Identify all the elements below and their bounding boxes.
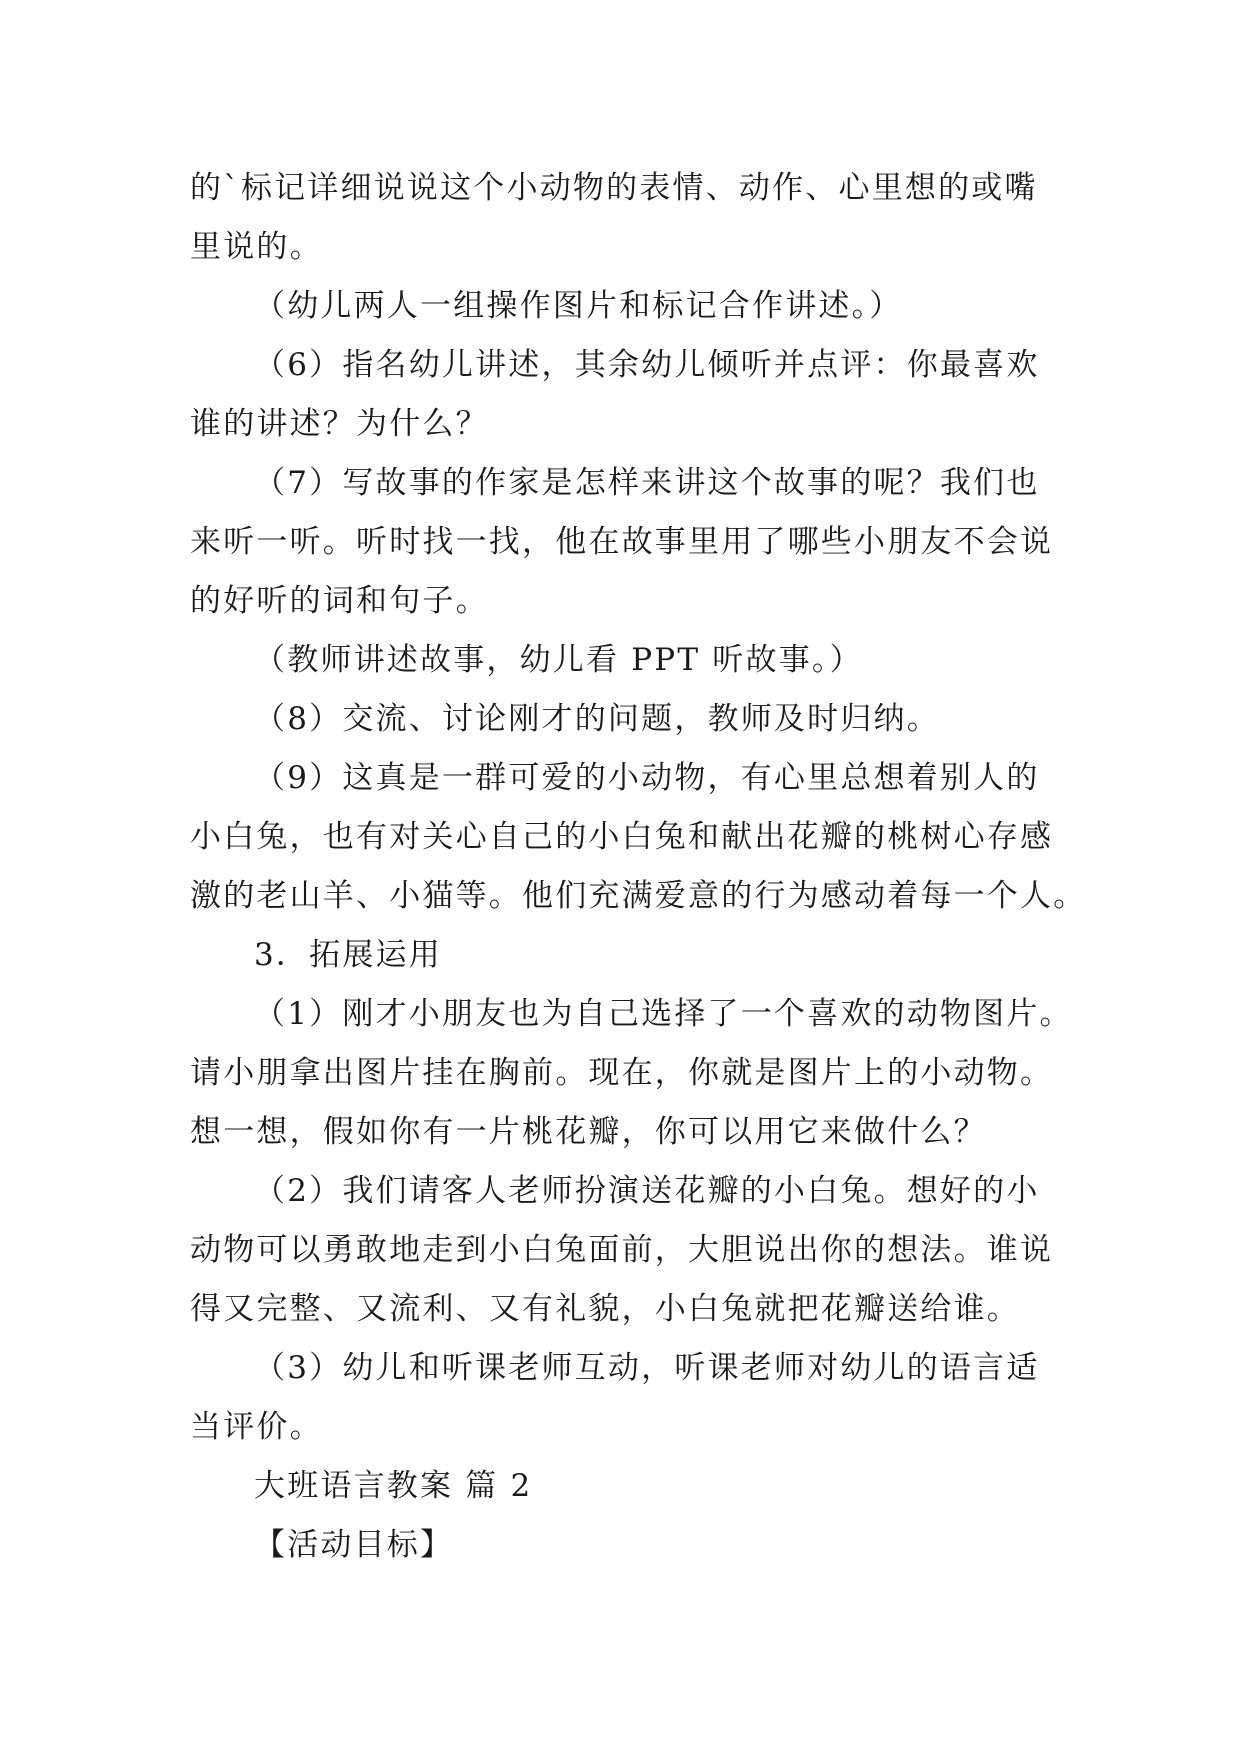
paragraph-line: 请小朋拿出图片挂在胸前。现在，你就是图片上的小动物。: [190, 1055, 1054, 1091]
paragraph-line: 小白兔，也有对关心自己的小白兔和献出花瓣的桃树心存感: [190, 819, 1054, 855]
paragraph-line: （7）写故事的作家是怎样来讲这个故事的呢？我们也: [254, 465, 1040, 501]
paragraph-line: 的`标记详细说说这个小动物的表情、动作、心里想的或嘴: [190, 170, 1038, 206]
paragraph-line: （1）刚才小朋友也为自己选择了一个喜欢的动物图片。: [254, 996, 1073, 1032]
paragraph-line: （2）我们请客人老师扮演送花瓣的小白兔。想好的小: [254, 1173, 1040, 1209]
activity-goals-heading: 【活动目标】: [254, 1527, 454, 1563]
paragraph-line: （8）交流、讨论刚才的问题，教师及时归纳。: [254, 701, 940, 737]
paragraph-line: 里说的。: [190, 229, 323, 265]
paragraph-line: （3）幼儿和听课老师互动，听课老师对幼儿的语言适: [254, 1350, 1040, 1386]
paragraph-line: 激的老山羊、小猫等。他们充满爱意的行为感动着每一个人。: [190, 878, 1087, 914]
paragraph-line: （幼儿两人一组操作图片和标记合作讲述。）: [254, 288, 903, 324]
paragraph-line: 想一想，假如你有一片桃花瓣，你可以用它来做什么？: [190, 1114, 987, 1150]
lesson-title: 大班语言教案 篇 2: [254, 1468, 533, 1504]
paragraph-line: 当评价。: [190, 1409, 323, 1445]
paragraph-line: （教师讲述故事，幼儿看 PPT 听故事。）: [254, 642, 863, 678]
paragraph-line: 来听一听。听时找一找，他在故事里用了哪些小朋友不会说: [190, 524, 1054, 560]
paragraph-line: 谁的讲述？为什么？: [190, 406, 489, 442]
paragraph-line: （9）这真是一群可爱的小动物，有心里总想着别人的: [254, 760, 1040, 796]
paragraph-line: 得又完整、又流利、又有礼貌，小白兔就把花瓣送给谁。: [190, 1291, 1020, 1327]
paragraph-line: 动物可以勇敢地走到小白兔面前，大胆说出你的想法。谁说: [190, 1232, 1054, 1268]
section-heading: 3．拓展运用: [254, 937, 442, 973]
paragraph-line: 的好听的词和句子。: [190, 583, 489, 619]
paragraph-line: （6）指名幼儿讲述，其余幼儿倾听并点评：你最喜欢: [254, 347, 1040, 383]
